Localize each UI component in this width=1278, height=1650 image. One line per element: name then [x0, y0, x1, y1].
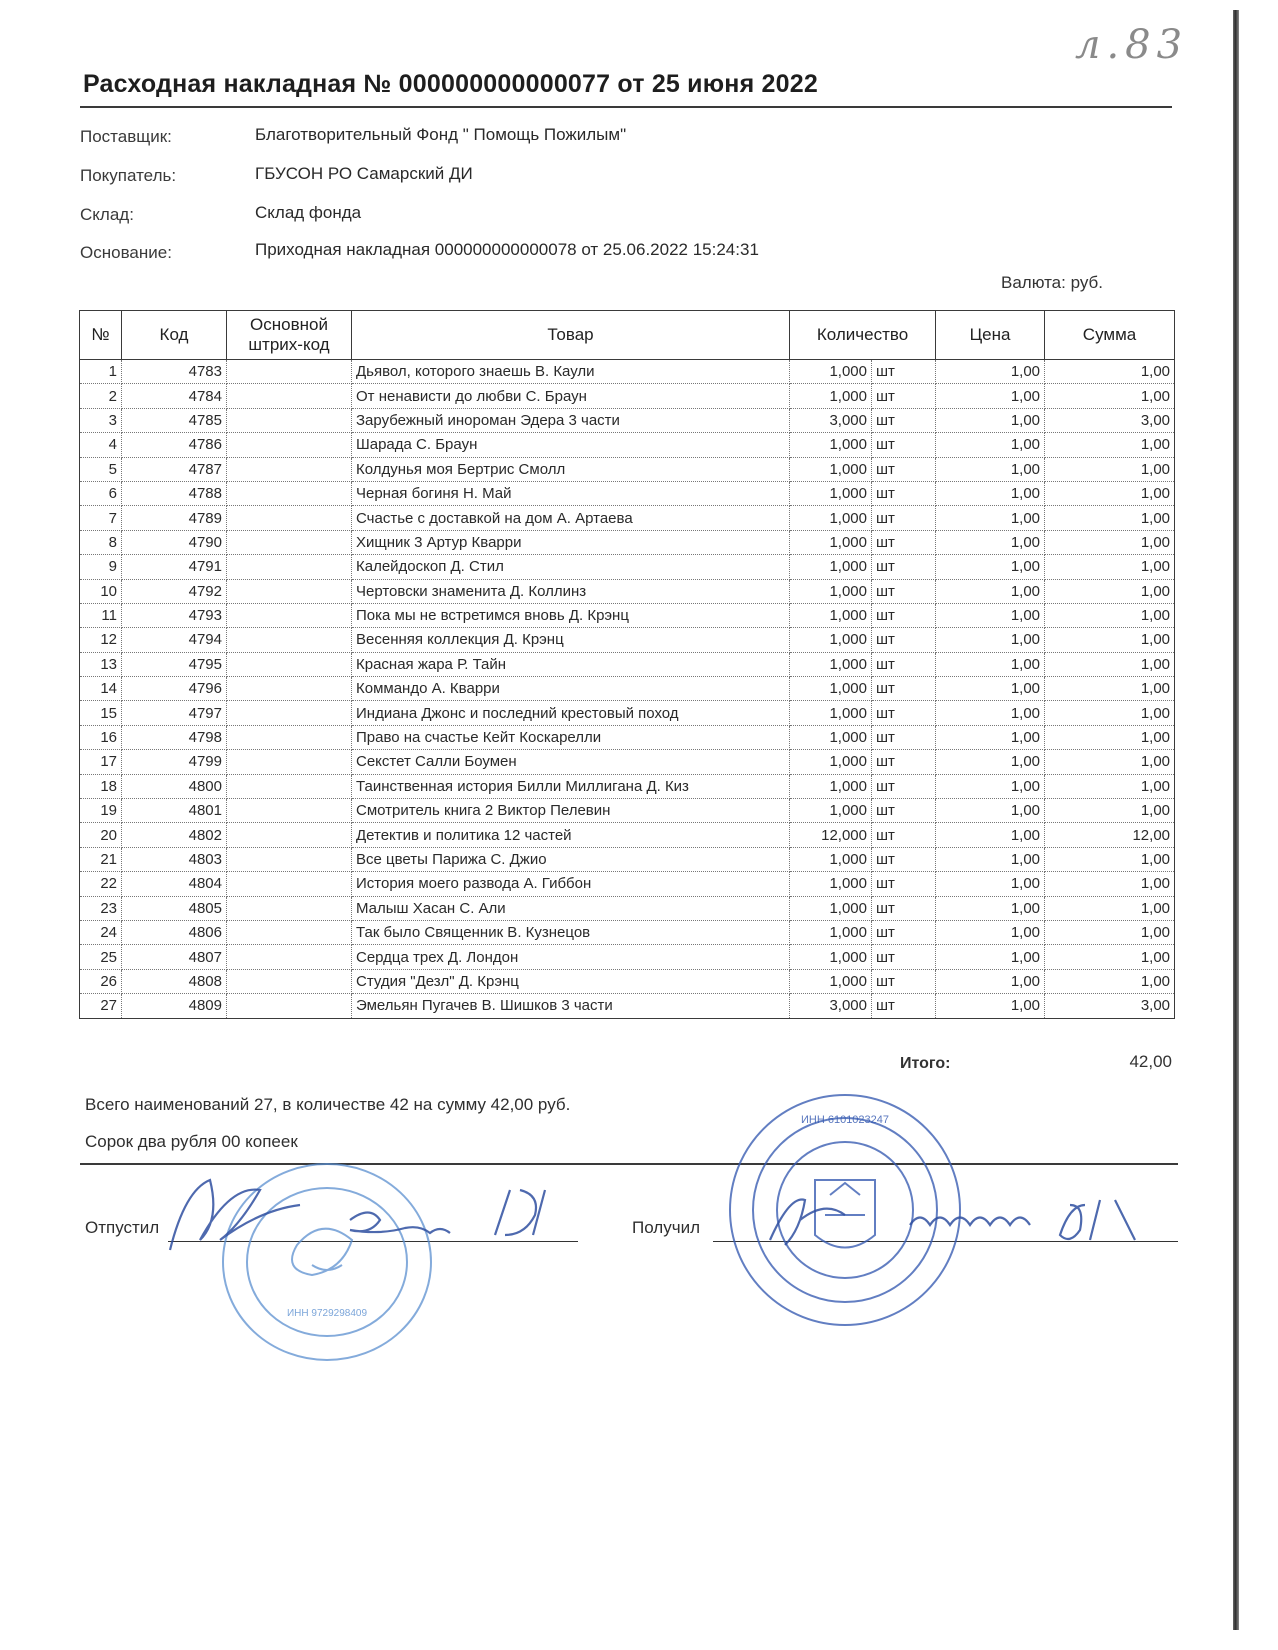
row-code: 4791 — [122, 555, 227, 579]
row-unit: шт — [872, 628, 936, 652]
row-price: 1,00 — [936, 725, 1045, 749]
row-sum: 1,00 — [1045, 628, 1175, 652]
row-price: 1,00 — [936, 481, 1045, 505]
row-quantity: 1,000 — [790, 481, 872, 505]
row-price: 1,00 — [936, 994, 1045, 1018]
row-product: Чертовски знаменита Д. Коллинз — [352, 579, 790, 603]
table-row — [80, 628, 1175, 652]
row-code: 4793 — [122, 603, 227, 627]
summary-amount-in-words: Сорок два рубля 00 копеек — [85, 1132, 298, 1151]
row-barcode — [227, 408, 352, 432]
row-number: 24 — [80, 920, 122, 944]
table-row — [80, 872, 1175, 896]
row-product: Так было Священник В. Кузнецов — [352, 920, 790, 944]
row-product: Зарубежный инороман Эдера 3 части — [352, 408, 790, 432]
row-code: 4792 — [122, 579, 227, 603]
row-barcode — [227, 433, 352, 457]
row-sum: 1,00 — [1045, 384, 1175, 408]
row-product: Пока мы не встретимся вновь Д. Крэнц — [352, 603, 790, 627]
row-unit: шт — [872, 945, 936, 969]
row-sum: 1,00 — [1045, 872, 1175, 896]
row-unit: шт — [872, 920, 936, 944]
row-quantity: 1,000 — [790, 799, 872, 823]
row-barcode — [227, 799, 352, 823]
header-product: Товар — [352, 311, 790, 360]
row-barcode — [227, 725, 352, 749]
table-row — [80, 408, 1175, 432]
row-price: 1,00 — [936, 750, 1045, 774]
row-unit: шт — [872, 725, 936, 749]
scan-page-edge — [1233, 10, 1239, 1630]
row-barcode — [227, 677, 352, 701]
row-product: Хищник 3 Артур Кварри — [352, 530, 790, 554]
received-by-label: Получил — [632, 1218, 700, 1237]
row-quantity: 1,000 — [790, 920, 872, 944]
row-number: 3 — [80, 408, 122, 432]
row-unit: шт — [872, 457, 936, 481]
table-row — [80, 725, 1175, 749]
row-quantity: 1,000 — [790, 969, 872, 993]
row-sum: 12,00 — [1045, 823, 1175, 847]
row-barcode — [227, 555, 352, 579]
row-number: 2 — [80, 384, 122, 408]
row-price: 1,00 — [936, 384, 1045, 408]
row-code: 4785 — [122, 408, 227, 432]
row-number: 26 — [80, 969, 122, 993]
row-barcode — [227, 457, 352, 481]
row-quantity: 1,000 — [790, 433, 872, 457]
row-barcode — [227, 994, 352, 1018]
row-price: 1,00 — [936, 823, 1045, 847]
row-product: Секстет Салли Боумен — [352, 750, 790, 774]
recipient-stamp-inn: ИНН 6101023247 — [800, 1114, 890, 1126]
row-sum: 1,00 — [1045, 677, 1175, 701]
row-code: 4794 — [122, 628, 227, 652]
row-barcode — [227, 774, 352, 798]
row-barcode — [227, 896, 352, 920]
row-number: 4 — [80, 433, 122, 457]
row-sum: 1,00 — [1045, 603, 1175, 627]
row-product: Черная богиня Н. Май — [352, 481, 790, 505]
row-quantity: 1,000 — [790, 677, 872, 701]
row-quantity: 1,000 — [790, 530, 872, 554]
row-code: 4787 — [122, 457, 227, 481]
table-row — [80, 360, 1175, 384]
row-sum: 1,00 — [1045, 652, 1175, 676]
row-product: Калейдоскоп Д. Стил — [352, 555, 790, 579]
row-sum: 1,00 — [1045, 481, 1175, 505]
row-unit: шт — [872, 994, 936, 1018]
row-code: 4796 — [122, 677, 227, 701]
row-price: 1,00 — [936, 603, 1045, 627]
table-row — [80, 677, 1175, 701]
row-quantity: 1,000 — [790, 360, 872, 384]
released-signature — [150, 1160, 610, 1270]
row-barcode — [227, 847, 352, 871]
row-number: 23 — [80, 896, 122, 920]
row-product: Шарада С. Браун — [352, 433, 790, 457]
row-unit: шт — [872, 872, 936, 896]
row-barcode — [227, 652, 352, 676]
row-number: 25 — [80, 945, 122, 969]
table-row — [80, 384, 1175, 408]
row-number: 10 — [80, 579, 122, 603]
row-price: 1,00 — [936, 847, 1045, 871]
row-number: 18 — [80, 774, 122, 798]
warehouse-value: Склад фонда — [255, 203, 362, 222]
row-number: 15 — [80, 701, 122, 725]
summary-text: Всего наименований 27, в количестве 42 на сумму 42,00 руб. — [85, 1095, 571, 1114]
header-sum: Сумма — [1045, 311, 1175, 360]
row-barcode — [227, 750, 352, 774]
row-product: Сердца трех Д. Лондон — [352, 945, 790, 969]
row-price: 1,00 — [936, 579, 1045, 603]
handwritten-page-number: л.83 — [1075, 22, 1189, 68]
row-code: 4805 — [122, 896, 227, 920]
row-product: Дьявол, которого знаешь В. Каули — [352, 360, 790, 384]
row-price: 1,00 — [936, 774, 1045, 798]
row-price: 1,00 — [936, 433, 1045, 457]
row-price: 1,00 — [936, 457, 1045, 481]
row-code: 4801 — [122, 799, 227, 823]
row-code: 4798 — [122, 725, 227, 749]
row-price: 1,00 — [936, 945, 1045, 969]
row-quantity: 1,000 — [790, 579, 872, 603]
row-number: 21 — [80, 847, 122, 871]
row-quantity: 1,000 — [790, 774, 872, 798]
row-barcode — [227, 701, 352, 725]
row-unit: шт — [872, 799, 936, 823]
row-quantity: 1,000 — [790, 750, 872, 774]
row-quantity: 3,000 — [790, 408, 872, 432]
total-label: Итого: — [900, 1055, 951, 1072]
row-sum: 1,00 — [1045, 896, 1175, 920]
row-unit: шт — [872, 481, 936, 505]
table-row — [80, 555, 1175, 579]
row-code: 4784 — [122, 384, 227, 408]
row-quantity: 1,000 — [790, 603, 872, 627]
row-code: 4786 — [122, 433, 227, 457]
buyer-label: Покупатель: — [80, 166, 177, 185]
table-row — [80, 652, 1175, 676]
row-quantity: 12,000 — [790, 823, 872, 847]
table-row — [80, 579, 1175, 603]
row-number: 14 — [80, 677, 122, 701]
row-code: 4783 — [122, 360, 227, 384]
row-unit: шт — [872, 579, 936, 603]
row-code: 4795 — [122, 652, 227, 676]
table-row — [80, 506, 1175, 530]
buyer-value: ГБУСОН РО Самарский ДИ — [255, 164, 473, 183]
row-unit: шт — [872, 750, 936, 774]
row-unit: шт — [872, 506, 936, 530]
row-quantity: 1,000 — [790, 628, 872, 652]
received-signature — [760, 1180, 1180, 1260]
supplier-label: Поставщик: — [80, 127, 172, 146]
table-row — [80, 701, 1175, 725]
row-price: 1,00 — [936, 872, 1045, 896]
row-sum: 1,00 — [1045, 701, 1175, 725]
row-code: 4797 — [122, 701, 227, 725]
row-code: 4807 — [122, 945, 227, 969]
row-number: 17 — [80, 750, 122, 774]
row-number: 8 — [80, 530, 122, 554]
row-sum: 1,00 — [1045, 969, 1175, 993]
header-code: Код — [122, 311, 227, 360]
row-sum: 1,00 — [1045, 506, 1175, 530]
row-price: 1,00 — [936, 920, 1045, 944]
row-sum: 1,00 — [1045, 360, 1175, 384]
row-quantity: 1,000 — [790, 725, 872, 749]
table-header-row — [80, 311, 1175, 360]
row-sum: 1,00 — [1045, 457, 1175, 481]
row-quantity: 1,000 — [790, 555, 872, 579]
row-number: 19 — [80, 799, 122, 823]
row-price: 1,00 — [936, 408, 1045, 432]
table-row — [80, 799, 1175, 823]
row-unit: шт — [872, 360, 936, 384]
table-row — [80, 481, 1175, 505]
row-quantity: 1,000 — [790, 872, 872, 896]
row-unit: шт — [872, 896, 936, 920]
table-row — [80, 823, 1175, 847]
warehouse-label: Склад: — [80, 205, 134, 224]
row-unit: шт — [872, 384, 936, 408]
table-row — [80, 530, 1175, 554]
row-barcode — [227, 384, 352, 408]
table-row — [80, 945, 1175, 969]
currency-label: Валюта: руб. — [1001, 273, 1103, 292]
row-price: 1,00 — [936, 677, 1045, 701]
row-quantity: 1,000 — [790, 652, 872, 676]
row-product: Индиана Джонс и последний крестовый поход — [352, 701, 790, 725]
basis-value: Приходная накладная 000000000000078 от 25.06.2022 15:24:31 — [255, 240, 759, 259]
row-product: Право на счастье Кейт Коскарелли — [352, 725, 790, 749]
items-table — [79, 310, 1175, 1019]
table-row — [80, 994, 1175, 1018]
row-price: 1,00 — [936, 799, 1045, 823]
row-number: 7 — [80, 506, 122, 530]
row-number: 11 — [80, 603, 122, 627]
row-code: 4804 — [122, 872, 227, 896]
row-product: Эмельян Пугачев В. Шишков 3 части — [352, 994, 790, 1018]
row-code: 4789 — [122, 506, 227, 530]
row-quantity: 1,000 — [790, 847, 872, 871]
row-number: 1 — [80, 360, 122, 384]
row-product: Малыш Хасан С. Али — [352, 896, 790, 920]
row-unit: шт — [872, 969, 936, 993]
table-body — [80, 360, 1175, 1019]
row-code: 4802 — [122, 823, 227, 847]
row-barcode — [227, 481, 352, 505]
table-row — [80, 969, 1175, 993]
row-price: 1,00 — [936, 530, 1045, 554]
row-barcode — [227, 603, 352, 627]
row-quantity: 1,000 — [790, 457, 872, 481]
row-unit: шт — [872, 677, 936, 701]
table-row — [80, 920, 1175, 944]
row-barcode — [227, 628, 352, 652]
row-product: Смотритель книга 2 Виктор Пелевин — [352, 799, 790, 823]
row-barcode — [227, 969, 352, 993]
row-product: История моего развода А. Гиббон — [352, 872, 790, 896]
table-row — [80, 896, 1175, 920]
row-number: 12 — [80, 628, 122, 652]
row-unit: шт — [872, 701, 936, 725]
row-unit: шт — [872, 555, 936, 579]
row-product: Все цветы Парижа С. Джио — [352, 847, 790, 871]
row-barcode — [227, 945, 352, 969]
row-barcode — [227, 823, 352, 847]
row-number: 5 — [80, 457, 122, 481]
row-unit: шт — [872, 847, 936, 871]
row-price: 1,00 — [936, 555, 1045, 579]
row-product: Колдунья моя Бертрис Смолл — [352, 457, 790, 481]
row-number: 6 — [80, 481, 122, 505]
row-product: Коммандо А. Кварри — [352, 677, 790, 701]
row-sum: 1,00 — [1045, 579, 1175, 603]
row-number: 16 — [80, 725, 122, 749]
row-code: 4788 — [122, 481, 227, 505]
row-unit: шт — [872, 652, 936, 676]
row-code: 4799 — [122, 750, 227, 774]
row-unit: шт — [872, 603, 936, 627]
row-code: 4790 — [122, 530, 227, 554]
row-product: Студия "Дезл" Д. Крэнц — [352, 969, 790, 993]
row-sum: 1,00 — [1045, 750, 1175, 774]
supplier-stamp-inn: ИНН 9729298409 — [286, 1308, 368, 1319]
row-unit: шт — [872, 823, 936, 847]
row-quantity: 1,000 — [790, 384, 872, 408]
row-sum: 1,00 — [1045, 847, 1175, 871]
row-quantity: 1,000 — [790, 506, 872, 530]
row-product: Таинственная история Билли Миллигана Д. Киз — [352, 774, 790, 798]
row-unit: шт — [872, 774, 936, 798]
table-row — [80, 603, 1175, 627]
row-barcode — [227, 920, 352, 944]
row-price: 1,00 — [936, 360, 1045, 384]
row-sum: 1,00 — [1045, 799, 1175, 823]
supplier-value: Благотворительный Фонд " Помощь Пожилым" — [255, 125, 627, 144]
row-number: 9 — [80, 555, 122, 579]
row-sum: 1,00 — [1045, 945, 1175, 969]
row-sum: 1,00 — [1045, 774, 1175, 798]
row-sum: 1,00 — [1045, 920, 1175, 944]
basis-label: Основание: — [80, 243, 172, 262]
row-product: Счастье с доставкой на дом А. Артаева — [352, 506, 790, 530]
header-quantity: Количество — [790, 311, 936, 360]
row-unit: шт — [872, 408, 936, 432]
table-row — [80, 433, 1175, 457]
header-num: № — [80, 311, 122, 360]
row-price: 1,00 — [936, 628, 1045, 652]
row-price: 1,00 — [936, 506, 1045, 530]
total-value: 42,00 — [1129, 1052, 1172, 1071]
table-row — [80, 774, 1175, 798]
row-quantity: 1,000 — [790, 945, 872, 969]
header-barcode: Основной штрих-код — [227, 311, 352, 360]
row-sum: 3,00 — [1045, 994, 1175, 1018]
row-unit: шт — [872, 433, 936, 457]
released-by-label: Отпустил — [85, 1218, 160, 1237]
row-barcode — [227, 360, 352, 384]
row-price: 1,00 — [936, 701, 1045, 725]
row-number: 22 — [80, 872, 122, 896]
row-sum: 1,00 — [1045, 530, 1175, 554]
row-product: Красная жара Р. Тайн — [352, 652, 790, 676]
row-number: 13 — [80, 652, 122, 676]
row-price: 1,00 — [936, 652, 1045, 676]
row-product: Детектив и политика 12 частей — [352, 823, 790, 847]
document-title: Расходная накладная № 000000000000077 от 25 июня 2022 — [83, 70, 818, 98]
title-divider — [80, 106, 1172, 108]
row-sum: 1,00 — [1045, 555, 1175, 579]
row-barcode — [227, 530, 352, 554]
row-barcode — [227, 579, 352, 603]
row-unit: шт — [872, 530, 936, 554]
row-price: 1,00 — [936, 896, 1045, 920]
row-quantity: 1,000 — [790, 701, 872, 725]
row-product: От ненависти до любви С. Браун — [352, 384, 790, 408]
row-code: 4803 — [122, 847, 227, 871]
row-quantity: 1,000 — [790, 896, 872, 920]
row-code: 4806 — [122, 920, 227, 944]
row-sum: 1,00 — [1045, 725, 1175, 749]
row-code: 4809 — [122, 994, 227, 1018]
row-sum: 1,00 — [1045, 433, 1175, 457]
row-quantity: 3,000 — [790, 994, 872, 1018]
row-sum: 3,00 — [1045, 408, 1175, 432]
header-price: Цена — [936, 311, 1045, 360]
table-row — [80, 750, 1175, 774]
row-barcode — [227, 872, 352, 896]
row-number: 20 — [80, 823, 122, 847]
row-code: 4800 — [122, 774, 227, 798]
row-number: 27 — [80, 994, 122, 1018]
row-product: Весенняя коллекция Д. Крэнц — [352, 628, 790, 652]
row-barcode — [227, 506, 352, 530]
table-row — [80, 457, 1175, 481]
row-price: 1,00 — [936, 969, 1045, 993]
row-code: 4808 — [122, 969, 227, 993]
table-row — [80, 847, 1175, 871]
